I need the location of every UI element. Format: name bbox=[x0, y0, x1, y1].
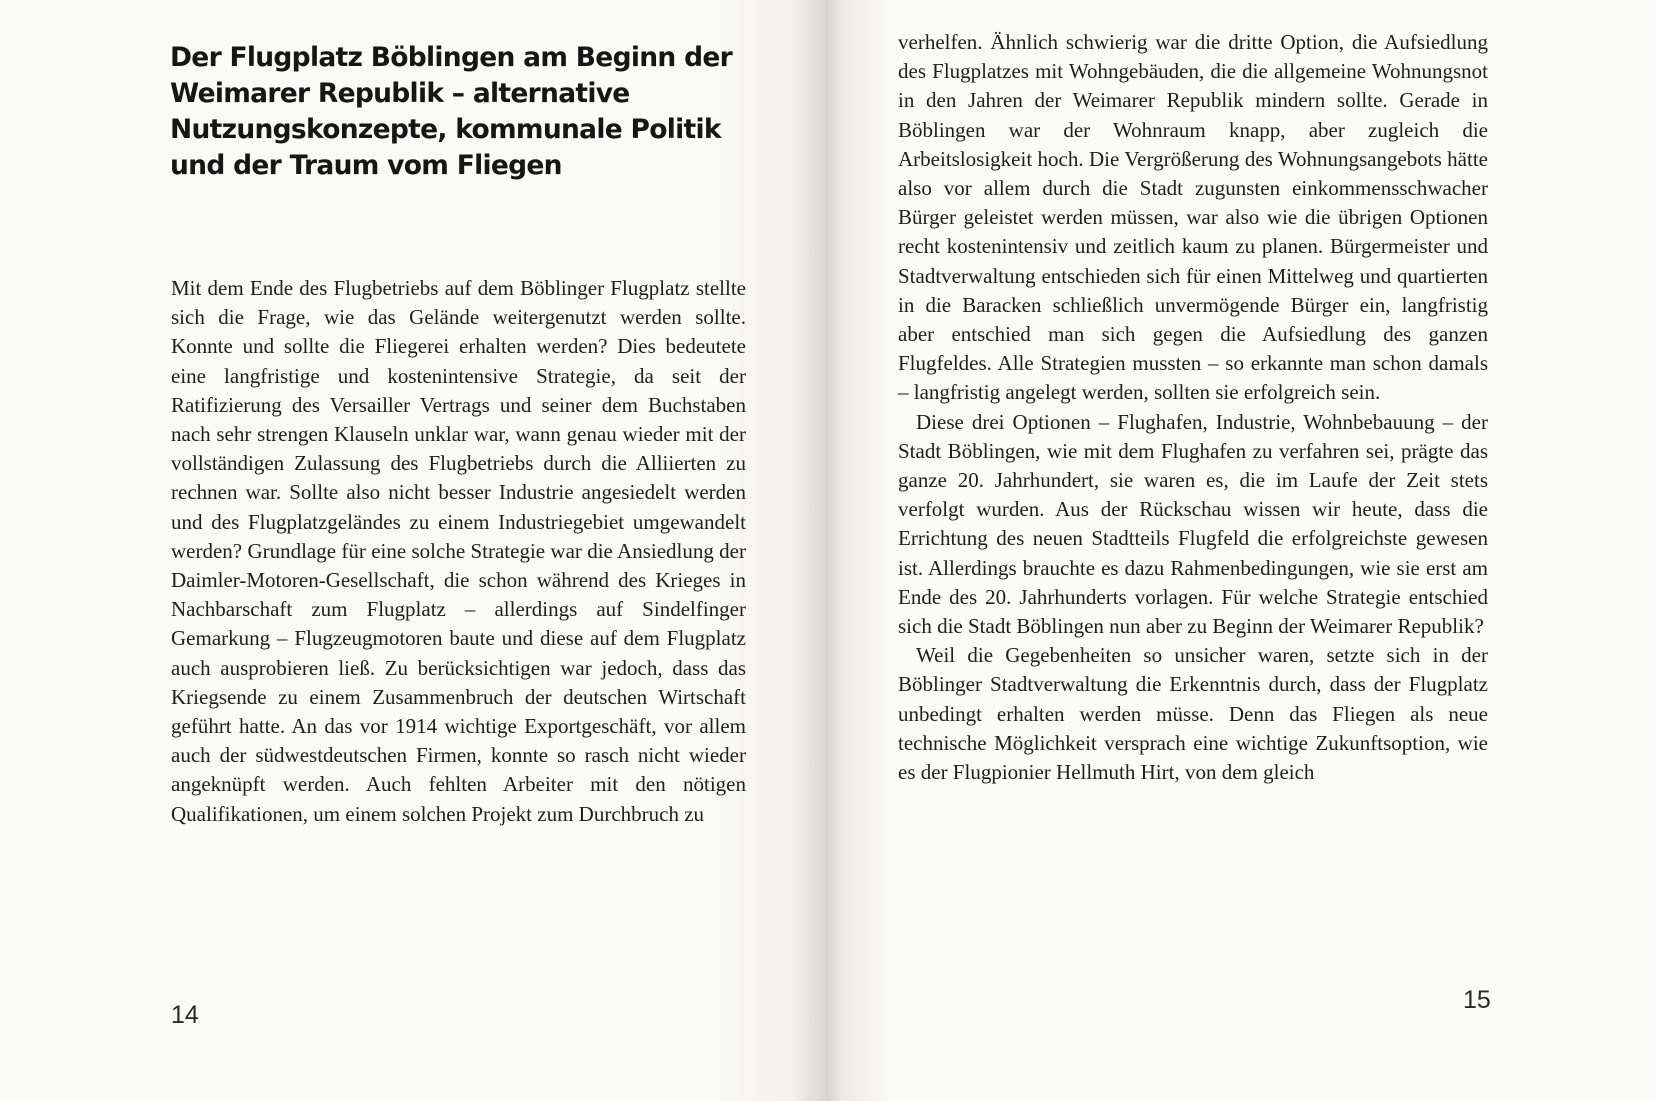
right-paragraph-2: Diese drei Optionen – Flughafen, Industrie, Wohnbebauung – der Stadt Böblingen, wie mit dem Flughafen zu verfahren sei, prägte das ganze 20. Jahrhundert, sie waren es, die im Laufe der Zeit stets verfolgt wurden. Aus der Rückschau wissen wir heute, dass die Errichtung des neuen Stadtteils Flugfeld die erfolgreichste gewesen ist. Allerdings brauchte es dazu Rahmenbedingungen, wie sie erst am Ende des 20. Jahrhunderts vorlagen. Für welche Strategie entschied sich die Stadt Böblingen nun aber zu Beginn der Weimarer Republik? bbox=[898, 409, 1488, 639]
right-page-body bbox=[898, 28, 1488, 787]
left-page-body bbox=[171, 274, 746, 829]
right-paragraph-3: Weil die Gegebenheiten so unsicher waren, setzte sich in der Böblinger Stadtverwaltung die Erkenntnis durch, dass der Flugplatz unbedingt erhalten werden müsse. Denn das Fliegen als neue technische Möglichkeit versprach eine wichtige Zukunftsoption, wie es der Flugpionier Hellmuth Hirt, von dem gleich bbox=[898, 643, 1488, 785]
page-number-right: 15 bbox=[1463, 986, 1491, 1014]
right-paragraph-1: verhelfen. Ähnlich schwierig war die dritte Option, die Aufsiedlung des Flugplatzes mit Wohngebäuden, die die allgemeine Wohnungsnot in den Jahren der Weimarer Republik mindern sollte. Gerade in Böblingen war der Wohnraum knapp, aber zugleich die Arbeitslosigkeit hoch. Die Vergrößerung des Wohnungsangebots hätte also vor allem durch die Stadt zugunsten einkommensschwacher Bürger geleistet werden müssen, war also wie die übrigen Optionen recht kostenintensiv und zeitlich kaum zu planen. Bürgermeister und Stadtverwaltung entschieden sich für einen Mittelweg und quartierten in die Baracken schließlich unvermögende Bürger ein, langfristig aber entschied man sich gegen die Aufsiedlung des ganzen Flugfeldes. Alle Strategien mussten – so erkannte man schon damals – langfristig angelegt werden, sollten sie erfolgreich sein. bbox=[898, 30, 1488, 405]
page-number-left: 14 bbox=[171, 1001, 199, 1029]
chapter-heading: Der Flugplatz Böblingen am Beginn der Weimarer Republik – alternative Nutzungskonzepte, kommunale Politik und der Traum vom Fliegen bbox=[170, 42, 732, 181]
left-page bbox=[0, 0, 826, 1101]
right-page bbox=[826, 0, 1657, 1101]
left-paragraph-1: Mit dem Ende des Flugbetriebs auf dem Böblinger Flugplatz stellte sich die Frage, wie das Gelände weitergenutzt werden sollte. Konnte und sollte die Fliegerei erhalten werden? Dies bedeutete eine langfristige und kostenintensive Strategie, da seit der Ratifizierung des Versailler Vertrags und seiner dem Buchstaben nach sehr strengen Klauseln unklar war, wann genau wieder mit der vollständigen Zulassung des Flugbetriebs durch die Alliierten zu rechnen war. Sollte also nicht besser Industrie angesiedelt werden und des Flugplatzgeländes zu einem Industriegebiet umgewandelt werden? Grundlage für eine solche Strategie war die Ansiedlung der Daimler-Motoren-Gesellschaft, die schon während des Krieges in Nachbarschaft zum Flugplatz – allerdings auf Sindelfinger Gemarkung – Flugzeugmotoren baute und diese auf dem Flugplatz auch ausprobieren ließ. Zu berücksichtigen war jedoch, dass das Kriegsende zu einem Zusammenbruch der deutschen Wirtschaft geführt hatte. An das vor 1914 wichtige Exportgeschäft, vor allem auch der südwestdeutschen Firmen, konnte so rasch nicht wieder angeknüpft werden. Auch fehlten Arbeiter mit den nötigen Qualifikationen, um einem solchen Projekt zum Durchbruch zu bbox=[171, 276, 746, 826]
